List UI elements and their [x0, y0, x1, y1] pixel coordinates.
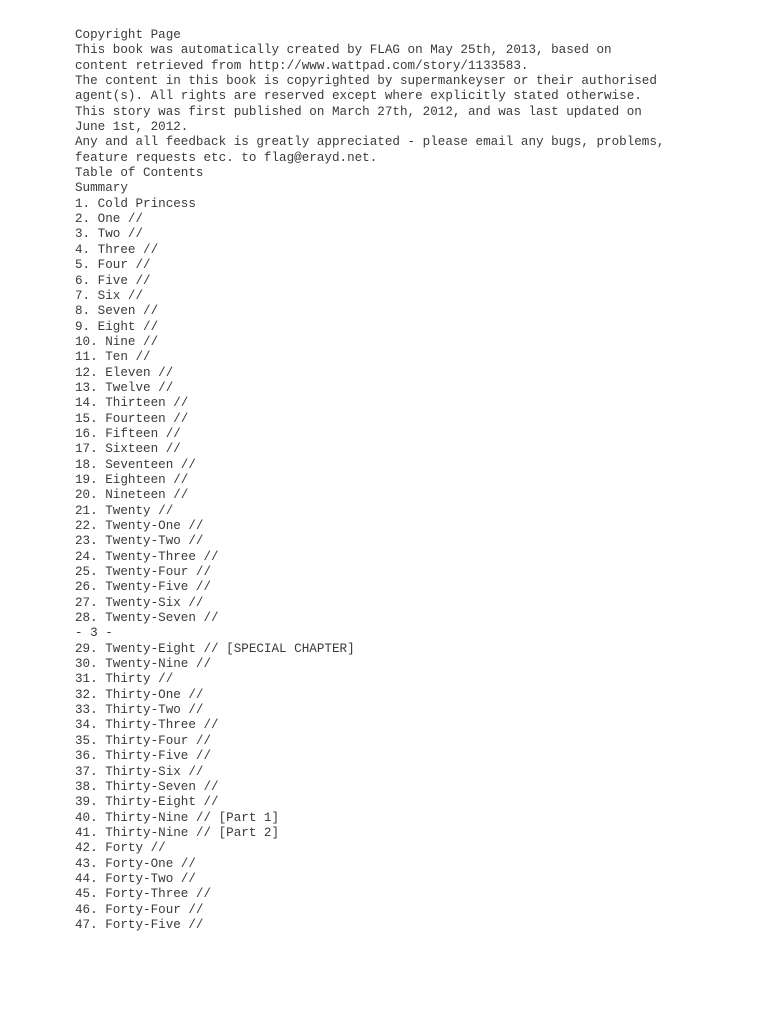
- toc-entry[interactable]: 37. Thirty-Six //: [75, 764, 204, 779]
- toc-list: [75, 181, 755, 626]
- toc-entry[interactable]: 3. Two //: [75, 227, 144, 242]
- toc-entry[interactable]: 44. Forty-Two //: [75, 871, 196, 886]
- toc-entry[interactable]: 29. Twenty-Eight // [SPECIAL CHAPTER]: [75, 641, 355, 656]
- toc-entry[interactable]: 34. Thirty-Three //: [75, 718, 219, 733]
- toc-entry[interactable]: 9. Eight //: [75, 319, 159, 334]
- copyright-line: June 1st, 2012.: [75, 120, 189, 135]
- toc-entry[interactable]: 33. Thirty-Two //: [75, 703, 204, 718]
- toc-entry[interactable]: 22. Twenty-One //: [75, 519, 204, 533]
- toc-entry[interactable]: 47. Forty-Five //: [75, 917, 204, 932]
- toc-entry[interactable]: 42. Forty //: [75, 841, 166, 856]
- copyright-line: content retrieved from http://www.wattpad.com/story/1133583.: [75, 58, 529, 73]
- toc-entry[interactable]: 30. Twenty-Nine //: [75, 657, 212, 672]
- copyright-line: feature requests etc. to flag@erayd.net.: [75, 150, 378, 165]
- toc-entry[interactable]: 32. Thirty-One //: [75, 687, 204, 702]
- toc-entry[interactable]: 16. Fifteen //: [75, 426, 181, 441]
- toc-heading: Table of Contents: [75, 166, 204, 181]
- toc-entry[interactable]: 19. Eighteen //: [75, 472, 189, 487]
- toc-entry[interactable]: 4. Three //: [75, 242, 159, 257]
- document-page: [75, 28, 755, 933]
- toc-entry[interactable]: 18. Seventeen //: [75, 457, 196, 472]
- toc-entry[interactable]: 10. Nine //: [75, 334, 159, 349]
- toc-entry[interactable]: 43. Forty-One //: [75, 856, 196, 871]
- toc-entry[interactable]: 36. Thirty-Five //: [75, 749, 212, 764]
- toc-entry[interactable]: 13. Twelve //: [75, 380, 174, 395]
- toc-entry[interactable]: 11. Ten //: [75, 350, 151, 365]
- toc-entry[interactable]: 26. Twenty-Five //: [75, 580, 212, 595]
- copyright-notice: [75, 43, 755, 166]
- toc-entry[interactable]: 7. Six //: [75, 288, 144, 303]
- toc-entry[interactable]: 23. Twenty-Two //: [75, 534, 204, 549]
- toc-entry[interactable]: 31. Thirty //: [75, 672, 174, 687]
- toc-entry[interactable]: 17. Sixteen //: [75, 442, 181, 457]
- toc-entry[interactable]: Summary: [75, 181, 128, 196]
- copyright-line: This story was first published on March 27th, 2012, and was last updated on: [75, 104, 642, 119]
- toc-list: [75, 642, 755, 934]
- toc-entry[interactable]: 35. Thirty-Four //: [75, 733, 212, 748]
- toc-entry[interactable]: 25. Twenty-Four //: [75, 565, 212, 580]
- copyright-line: This book was automatically created by FLAG on May 25th, 2013, based on: [75, 43, 612, 58]
- toc-entry[interactable]: 1. Cold Princess: [75, 196, 196, 211]
- toc-entry[interactable]: 14. Thirteen //: [75, 396, 189, 411]
- toc-entry[interactable]: 38. Thirty-Seven //: [75, 779, 219, 794]
- toc-entry[interactable]: 8. Seven //: [75, 304, 159, 319]
- toc-entry[interactable]: 12. Eleven //: [75, 365, 174, 380]
- toc-entry[interactable]: 39. Thirty-Eight //: [75, 795, 219, 810]
- toc-entry[interactable]: 45. Forty-Three //: [75, 887, 212, 902]
- toc-entry[interactable]: 5. Four //: [75, 258, 151, 273]
- toc-entry[interactable]: 24. Twenty-Three //: [75, 549, 219, 564]
- toc-entry[interactable]: 21. Twenty //: [75, 503, 174, 518]
- copyright-line: agent(s). All rights are reserved except where explicitly stated otherwise.: [75, 89, 642, 104]
- copyright-heading: Copyright Page: [75, 28, 181, 42]
- toc-entry[interactable]: 20. Nineteen //: [75, 488, 189, 503]
- toc-entry[interactable]: 41. Thirty-Nine // [Part 2]: [75, 825, 280, 840]
- page-number-marker: - 3 -: [75, 626, 113, 641]
- copyright-line: Any and all feedback is greatly appreciated - please email any bugs, problems,: [75, 135, 665, 150]
- toc-entry[interactable]: 6. Five //: [75, 273, 151, 288]
- toc-entry[interactable]: 2. One //: [75, 212, 144, 227]
- toc-entry[interactable]: 28. Twenty-Seven //: [75, 611, 219, 626]
- toc-entry[interactable]: 27. Twenty-Six //: [75, 595, 204, 610]
- toc-entry[interactable]: 15. Fourteen //: [75, 411, 189, 426]
- toc-entry[interactable]: 46. Forty-Four //: [75, 902, 204, 917]
- toc-entry[interactable]: 40. Thirty-Nine // [Part 1]: [75, 810, 280, 825]
- copyright-line: The content in this book is copyrighted by supermankeyser or their authorised: [75, 74, 657, 89]
